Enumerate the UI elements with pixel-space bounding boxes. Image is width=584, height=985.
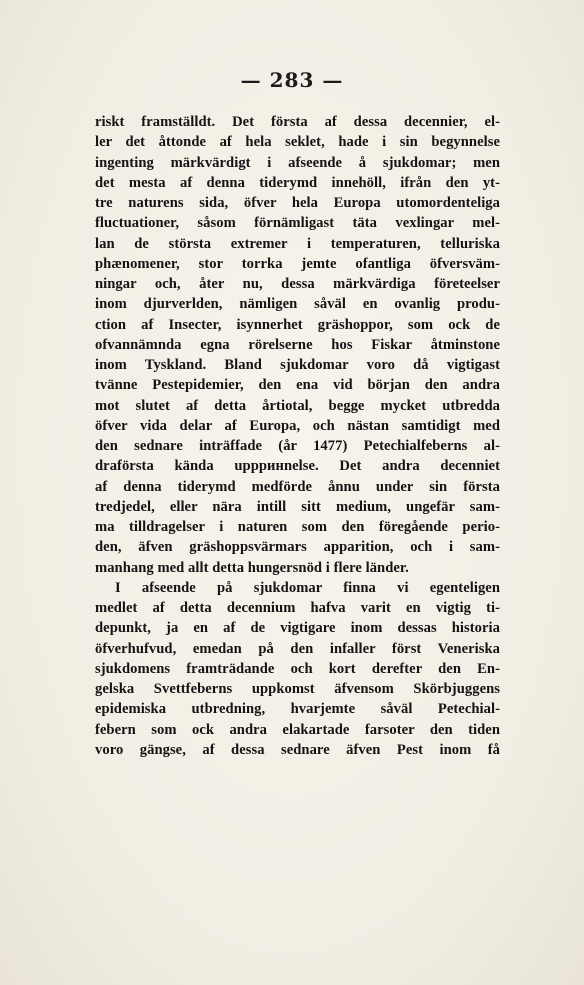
text-line: epidemiska utbredning, hvarjemte såväl Petechial- <box>95 701 500 718</box>
text-line: inom Tyskland. Bland sjukdomar voro då vigtigast <box>95 357 500 373</box>
body-text <box>95 112 500 760</box>
text-line: gelska Svettfeberns uppkomst äfvensom Skörbjuggens <box>95 681 500 697</box>
paragraph-start-line: I afseende på sjukdomar finna vi egenteligen <box>115 579 500 596</box>
text-line: ningar och, åter nu, dessa märkvärdiga företeelser <box>95 276 500 292</box>
text-line: den, äfven gräshoppsvärmars apparition, och i sam- <box>95 539 500 556</box>
text-line: lan de största extremer i temperaturen, telluriska <box>95 235 500 252</box>
text-line: draförsta kända uppринnelse. Det andra decenniet <box>95 458 500 475</box>
text-line: öfver vida delar af Europa, och nästan samtidigt med <box>95 417 500 434</box>
text-line: ofvannämnda egna rörelserne hos Fiskar åtminstone <box>95 336 500 353</box>
text-line: fluctuationer, såsom förnämligast täta vexlingar mel- <box>95 215 500 232</box>
text-line: öfverhufvud, emedan på den infaller först Veneriska <box>95 640 500 657</box>
text-line: ingenting märkvärdigt i afseende å sjukdomar; men <box>95 154 500 171</box>
text-line: af denna tiderymd medförde ånnu under sin första <box>95 478 500 495</box>
text-line: tvänne Pestepidemier, den ena vid början den andra <box>95 377 500 394</box>
text-line: mot slutet af detta årtiotal, begge mycket utbredda <box>95 397 500 414</box>
text-line: ction af Insecter, isynnerhet gräshoppor, som ock de <box>95 316 500 333</box>
text-line: medlet af detta decennium hafva varit en vigtig ti- <box>95 600 500 616</box>
text-line: riskt framställdt. Det första af dessa decennier, el- <box>95 114 500 130</box>
page-number: — 283 — <box>240 68 344 92</box>
text-line: tredjedel, eller nära intill sitt medium, ungefär sam- <box>95 498 500 515</box>
text-line: voro gängse, af dessa sednare äfven Pest inom få <box>95 741 500 758</box>
text-line: tre naturens sida, öfver hela Europa utomordenteliga <box>95 195 500 211</box>
text-line: febern som ock andra elakartade farsoter den tiden <box>95 721 500 738</box>
text-line: phænomener, stor torrka jemte ofantliga öfversväm- <box>95 255 500 272</box>
text-line: ler det åttonde af hela seklet, hade i sin begynnelse <box>95 134 500 151</box>
text-line: inom djurverlden, nämligen såväl en ovanlig produ- <box>95 296 500 313</box>
text-line: sjukdomens framträdande och kort derefter den En- <box>95 660 500 677</box>
paragraph-end-line: manhang med allt detta hungersnöd i flere länder. <box>95 559 409 576</box>
text-line: ma tilldragelser i naturen som den föregående perio- <box>95 519 500 535</box>
text-line: den sednare inträffade (år 1477) Petechialfeberns al- <box>95 438 500 454</box>
text-line: det mesta af denna tiderymd innehöll, ifrån den yt- <box>95 174 500 191</box>
text-line: depunkt, ja en af de vigtigare inom dessas historia <box>95 620 500 637</box>
